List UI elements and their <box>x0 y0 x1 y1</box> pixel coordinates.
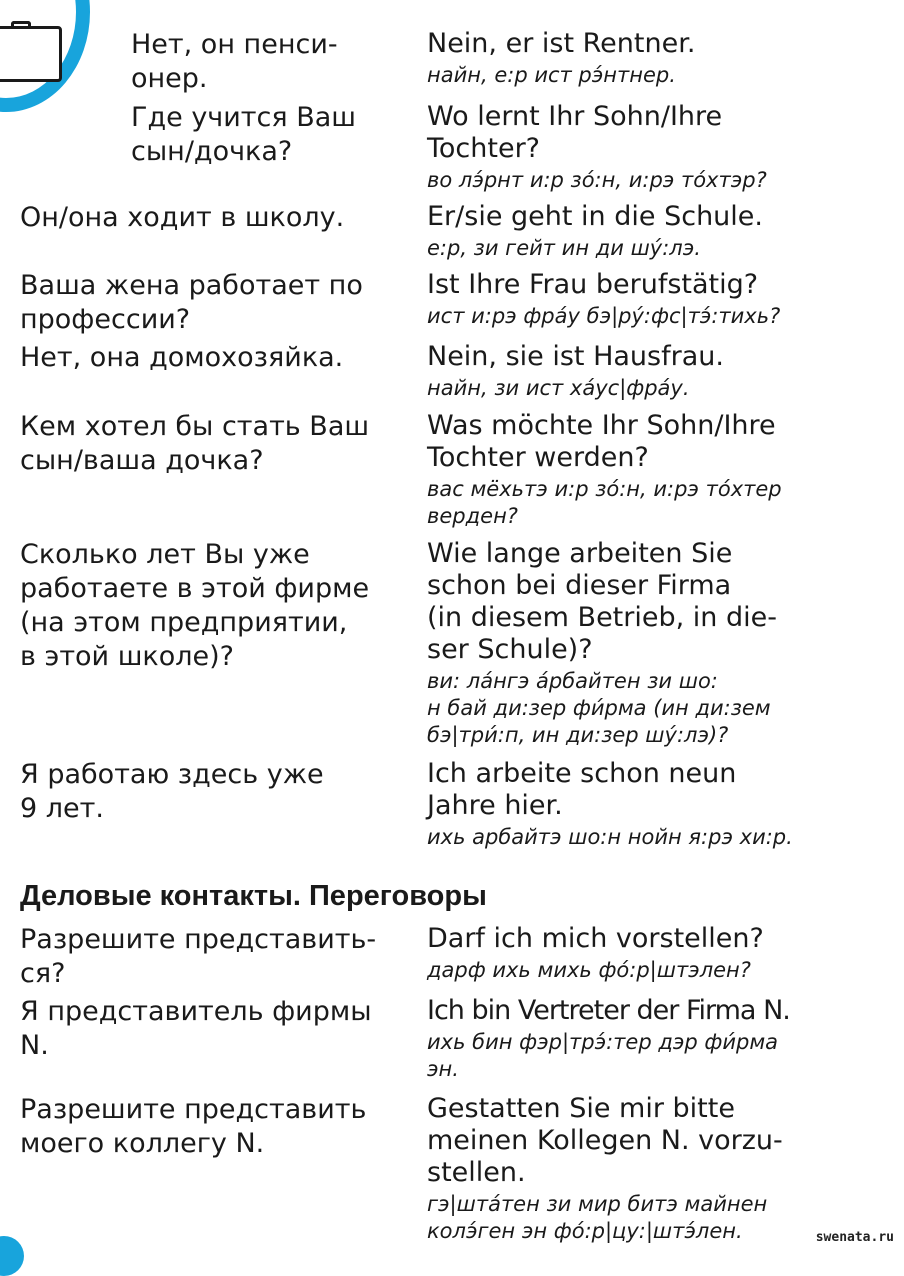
russian-phrase: Где учится Ваш сын/дочка? <box>131 102 356 167</box>
transcription: ихь бин фэр|трэ́:тер дэр фи́рма эн. <box>427 1030 779 1081</box>
russian-phrase: Кем хотел бы стать Ваш сын/ваша дочка? <box>20 411 370 476</box>
german-phrase <box>427 269 887 330</box>
german-text: Ist Ihre Frau berufstätig? <box>427 269 759 300</box>
transcription: вас мёхьтэ и:р зо́:н, и:рэ то́хтер верден? <box>427 477 782 528</box>
german-text: Wie lange arbeiten Sie schon bei dieser Firma (in diesem Betrieb, in die- ser Schule)? <box>427 538 777 665</box>
german-phrase <box>427 1093 887 1245</box>
german-text: Ich bin Vertreter der Firma N. <box>427 995 790 1026</box>
russian-phrase: Нет, он пенси- онер. <box>131 29 338 94</box>
transcription: найн, е:р ист рэ́нтнер. <box>427 63 676 87</box>
german-phrase <box>427 101 887 194</box>
german-text: Nein, sie ist Hausfrau. <box>427 341 724 372</box>
transcription: во лэ́рнт и:р зо́:н, и:рэ то́хтэр? <box>427 168 767 192</box>
german-text: Er/sie geht in die Schule. <box>427 201 763 232</box>
german-text: Nein, er ist Rentner. <box>427 28 696 59</box>
briefcase-icon <box>0 26 62 82</box>
german-phrase <box>427 538 887 749</box>
briefcase-handle <box>11 21 31 29</box>
german-phrase <box>427 28 887 89</box>
german-text: Darf ich mich vorstellen? <box>427 923 764 954</box>
german-phrase <box>427 995 887 1083</box>
russian-phrase: Я представитель фирмы N. <box>20 996 372 1061</box>
german-text: Was möchte Ihr Sohn/Ihre Tochter werden? <box>427 410 776 473</box>
russian-phrase: Сколько лет Вы уже работаете в этой фирме (на этом предприятии, в этой школе)? <box>20 539 370 672</box>
german-phrase <box>427 923 887 984</box>
russian-phrase: Разрешите представить моего коллегу N. <box>20 1094 367 1159</box>
transcription: гэ|шта́тен зи мир битэ майнен колэ́ген эн фо́:р|цу:|штэ́лен. <box>427 1192 768 1243</box>
transcription: ихь арбайтэ шо:н нойн я:рэ хи:р. <box>427 825 793 849</box>
russian-phrase: Я работаю здесь уже 9 лет. <box>20 759 324 824</box>
german-phrase <box>427 410 887 530</box>
transcription: ист и:рэ фра́у бэ|ру́:фс|тэ́:тихь? <box>427 304 781 328</box>
russian-phrase: Он/она ходит в школу. <box>20 202 345 233</box>
transcription: е:р, зи гейт ин ди шу́:лэ. <box>427 236 701 260</box>
watermark: swenata.ru <box>815 1230 894 1245</box>
german-phrase <box>427 341 887 402</box>
german-text: Ich arbeite schon neun Jahre hier. <box>427 758 737 821</box>
german-text: Gestatten Sie mir bitte meinen Kollegen N. vorzu- stellen. <box>427 1093 783 1188</box>
german-phrase <box>427 758 887 851</box>
decorative-circle <box>0 1236 24 1276</box>
section-heading: Деловые контакты. Переговоры <box>20 880 487 912</box>
transcription: ви: ла́нгэ а́рбайтен зи шо: н бай ди:зер фи́рма (ин ди:зем бэ|три́:п, ин ди:зер шу́:лэ)? <box>427 669 771 747</box>
german-text: Wo lernt Ihr Sohn/Ihre Tochter? <box>427 101 723 164</box>
german-phrase <box>427 201 887 262</box>
transcription: найн, зи ист ха́ус|фра́у. <box>427 376 690 400</box>
russian-phrase: Нет, она домохозяйка. <box>20 342 344 373</box>
russian-phrase: Ваша жена работает по профессии? <box>20 270 363 335</box>
transcription: дарф ихь михь фо́:р|штэлен? <box>427 958 751 982</box>
russian-phrase: Разрешите представить- ся? <box>20 924 377 989</box>
